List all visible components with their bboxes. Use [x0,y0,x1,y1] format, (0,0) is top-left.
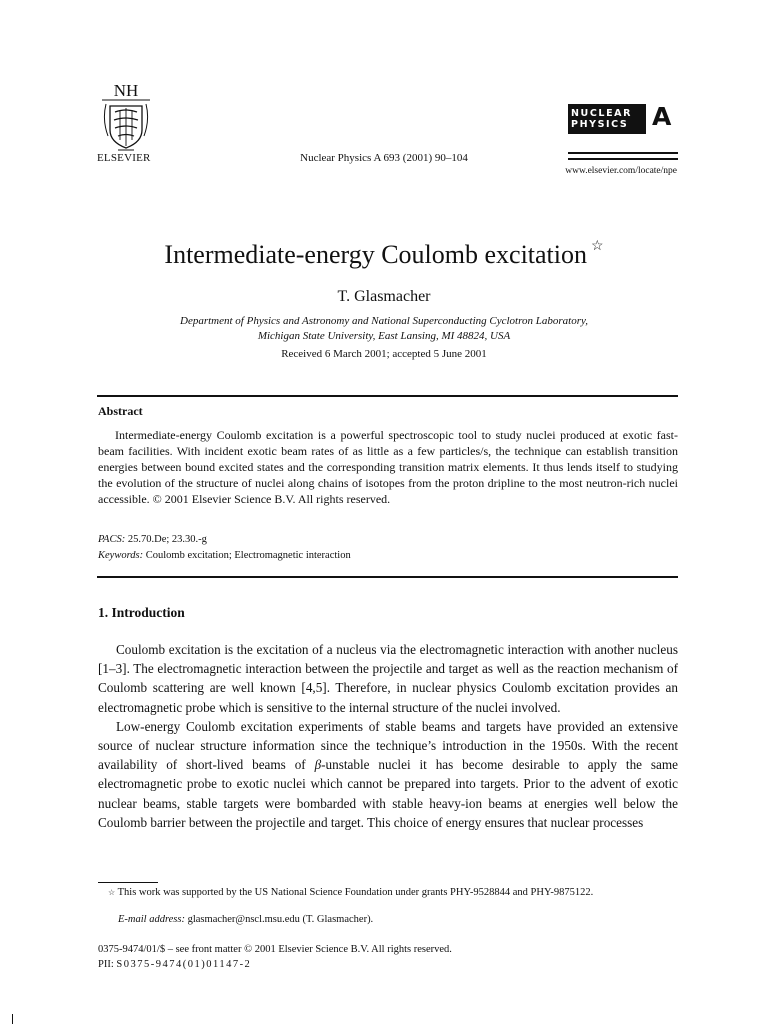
pacs-value: 25.70.De; 23.30.-g [127,534,207,545]
funding-text: This work was supported by the US National Science Foundation under grants PHY-9528844 and PHY-9875122. [117,887,594,898]
beta-symbol: β [314,757,322,773]
footnote-divider [98,882,158,883]
affiliation-line: Michigan State University, East Lansing, MI 48824, USA [257,330,511,342]
abstract-heading: Abstract [98,404,143,418]
email-footnote [118,914,373,925]
abstract-top-divider [97,395,678,397]
page-edge-mark [12,1014,13,1024]
keywords-line [98,548,351,564]
abstract-bottom-divider [97,576,678,578]
journal-logo-letter: A [652,102,672,131]
email-address[interactable]: glasmacher@nscl.msu.edu (T. Glasmacher). [187,914,374,925]
keywords-value: Coulomb excitation; Electromagnetic interaction [145,550,351,561]
classification [98,532,351,564]
journal-citation: Nuclear Physics A 693 (2001) 90–104 [300,152,468,164]
paragraph: Coulomb excitation is the excitation of a nucleus via the electromagnetic interaction with another nucleus [1–3]. The electromagnetic interaction between the projectile and target as well as the reaction mechanism of Coulomb scattering are well known [4,5]. Therefore, in nuclear physics Coulomb excitation provides an electromagnetic probe which is sensitive to the internal structure of the nuclei involved. [98,642,678,715]
journal-logo-rule [568,152,678,154]
received-dates: Received 6 March 2001; accepted 5 June 2001 [281,348,487,360]
journal-url[interactable]: www.elsevier.com/locate/npe [565,166,677,176]
nh-mark: NH [113,81,139,100]
publisher-name: ELSEVIER [97,152,151,164]
section-heading: 1. Introduction [98,605,185,620]
front-matter-line: 0375-9474/01/$ – see front matter © 2001 Elsevier Science B.V. All rights reserved. [98,944,452,955]
publisher-logo [96,80,156,158]
article-title [0,240,768,270]
abstract-text: Intermediate-energy Coulomb excitation is a powerful spectroscopic tool to study nuclei produced at exotic fast-beam facilities. With incident exotic beam rates of as little as a few particles/s, the technique can establish transition energies between bound excited states and the corresponding transition matrix elements. It thus lends itself to studying the evolution of the structure of nuclei along chains of isotopes from the proton dripline to the most neutron-rich nuclei accessible. © 2001 Elsevier Science B.V. All rights reserved. [98,428,678,507]
author-affiliation [0,314,768,344]
funding-footnote [98,886,678,900]
article-title-text: Intermediate-energy Coulomb excitation [164,240,588,269]
pii-value: S0375-9474(01)01147-2 [116,959,252,970]
journal-logo-line1: NUCLEAR [571,108,633,119]
pii-label: PII: [98,959,114,970]
pii-line [98,959,251,970]
journal-logo-line2: PHYSICS [571,119,629,130]
pacs-label: PACS: [98,534,126,545]
journal-logo [568,100,678,160]
footnote-mark: ☆ [108,888,116,897]
title-footnote-mark[interactable]: ☆ [591,239,604,254]
article-author: T. Glasmacher [337,288,431,305]
keywords-label: Keywords: [98,550,144,561]
journal-logo-rule [568,158,678,160]
elsevier-tree-icon [96,80,156,158]
section-body [98,640,678,832]
paragraph [98,717,678,832]
email-label: E-mail address: [118,914,185,925]
journal-logo-box [568,104,646,134]
paragraph-text: -unstable nuclei it has become desirable to apply the same electromagnetic probe to exotic nuclei which cannot be prepared into targets. Prior to the advent of exotic nuclear beams, stable targets were bombarded with stable heavy-ion beams at energies well below the Coulomb barrier between the projectile and target. This choice of energy ensures that nuclear processes [98,757,678,830]
paragraph-text: Low-energy Coulomb excitation experiments of stable beams and targets have provided an extensive source of nuclear structure information since the technique’s introduction in the 1950s. With the recent availability of short-lived beams of [98,718,678,773]
pacs-line [98,532,351,548]
affiliation-line: Department of Physics and Astronomy and National Superconducting Cyclotron Laboratory, [180,315,588,327]
